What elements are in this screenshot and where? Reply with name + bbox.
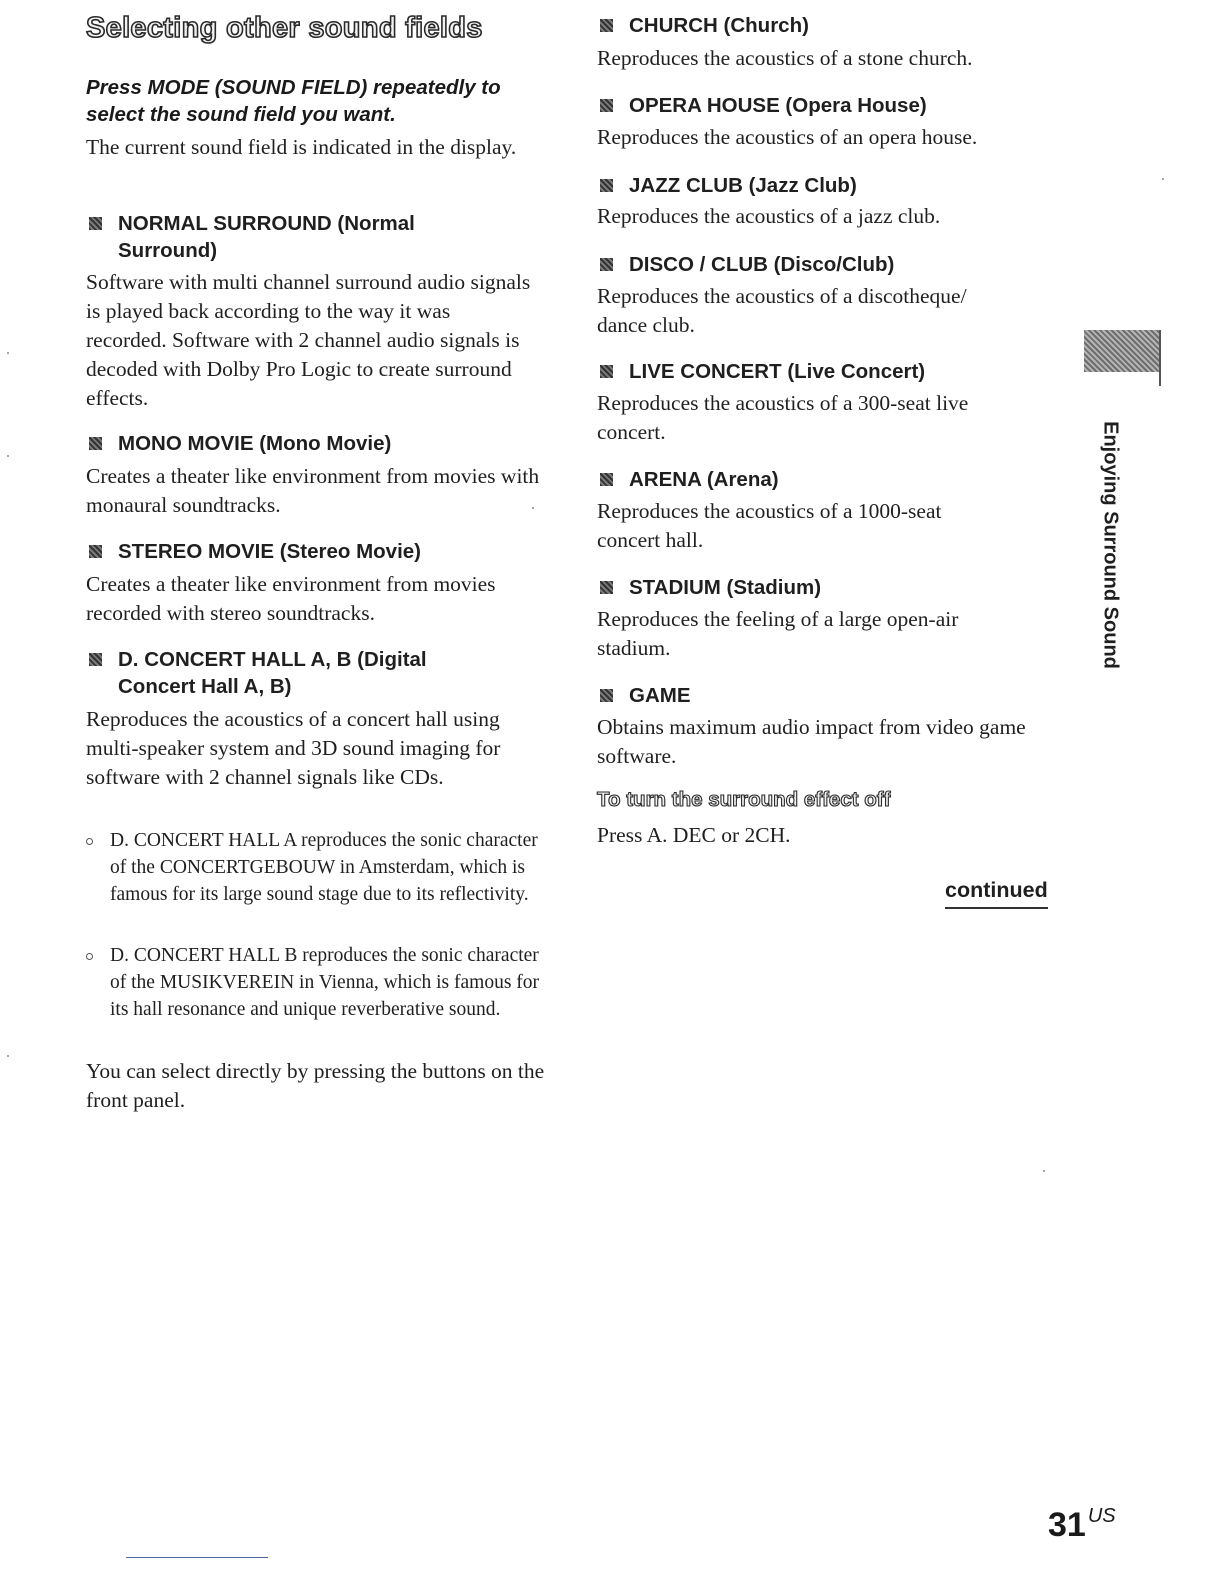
- heading-game: GAME: [597, 682, 691, 709]
- mono-movie-text: Creates a theater like environment from movies with monaural soundtracks.: [86, 464, 540, 517]
- bottom-rule: [126, 1557, 268, 1558]
- live-concert-text: Reproduces the acoustics of a 300-seat live concert.: [597, 391, 969, 444]
- scan-speck: [532, 507, 534, 509]
- arena-text: Reproduces the acoustics of a 1000-seat concert hall.: [597, 499, 942, 552]
- heading-live-concert: LIVE CONCERT (Live Concert): [597, 358, 925, 385]
- concert-hall-text: Reproduces the acoustics of a concert hall using multi-speaker system and 3D sound imaging for software with 2 channel signals like CDs.: [86, 707, 501, 789]
- stadium-text: Reproduces the feeling of a large open-air stadium.: [597, 607, 959, 660]
- scan-speck: [7, 1055, 9, 1057]
- intro-text: The current sound field is indicated in the display.: [86, 135, 517, 159]
- normal-surround-text: Software with multi channel surround audio signals is played back according to the way it was recorded. Software with 2 channel audio signals is decoded with Dolby Pro Logic to create surround effects.: [86, 270, 531, 410]
- continued-label: continued: [945, 878, 1048, 909]
- closing-text: You can select directly by pressing the buttons on the front panel.: [86, 1059, 545, 1112]
- side-section-label: Enjoying Surround Sound: [1099, 421, 1122, 669]
- circle-bullet-icon: [86, 838, 93, 845]
- heading-opera-house: OPERA HOUSE (Opera House): [597, 92, 927, 119]
- page-number: 31 $^{US}$: [1048, 1505, 1116, 1544]
- square-bullet-icon: [89, 545, 102, 558]
- square-bullet-icon: [89, 653, 102, 666]
- square-bullet-icon: [600, 179, 613, 192]
- section-tab-line: [1159, 330, 1161, 386]
- heading-church: CHURCH (Church): [597, 12, 809, 39]
- square-bullet-icon: [89, 217, 102, 230]
- heading-mono-movie: MONO MOVIE (Mono Movie): [86, 430, 391, 457]
- heading-disco-club: DISCO / CLUB (Disco/Club): [597, 251, 894, 278]
- church-text: Reproduces the acoustics of a stone church.: [597, 46, 973, 70]
- heading-stadium: STADIUM (Stadium): [597, 574, 821, 601]
- page-title: Selecting other sound fields: [86, 12, 483, 44]
- page-suffix: US: [1087, 1505, 1116, 1527]
- heading-stereo-movie: STEREO MOVIE (Stereo Movie): [86, 538, 421, 565]
- game-text: Obtains maximum audio impact from video game software.: [597, 715, 1026, 768]
- scan-speck: [1162, 178, 1164, 180]
- square-bullet-icon: [600, 19, 613, 32]
- circle-bullet-icon: [86, 953, 93, 960]
- surround-off-heading: To turn the surround effect off: [597, 788, 891, 811]
- square-bullet-icon: [600, 581, 613, 594]
- square-bullet-icon: [600, 473, 613, 486]
- square-bullet-icon: [600, 99, 613, 112]
- square-bullet-icon: [600, 258, 613, 271]
- heading-normal-surround: NORMAL SURROUND (Normal Surround): [86, 210, 415, 264]
- square-bullet-icon: [89, 437, 102, 450]
- scan-speck: [7, 455, 9, 457]
- square-bullet-icon: [600, 365, 613, 378]
- heading-arena: ARENA (Arena): [597, 466, 779, 493]
- scan-speck: [1043, 1170, 1045, 1172]
- section-tab-marker: [1084, 330, 1161, 372]
- heading-jazz-club: JAZZ CLUB (Jazz Club): [597, 172, 857, 199]
- jazz-club-text: Reproduces the acoustics of a jazz club.: [597, 204, 941, 228]
- scan-speck: [7, 352, 9, 354]
- bullet-concert-hall-a: D. CONCERT HALL A reproduces the sonic character of the CONCERTGEBOUW in Amsterdam, which is famous for its large sound stage due to its reflectivity.: [86, 827, 550, 908]
- bullet-concert-hall-b: D. CONCERT HALL B reproduces the sonic character of the MUSIKVEREIN in Vienna, which is famous for its hall resonance and unique reverberative sound.: [86, 942, 550, 1023]
- surround-off-text: Press A. DEC or 2CH.: [597, 823, 791, 847]
- stereo-movie-text: Creates a theater like environment from movies recorded with stereo soundtracks.: [86, 572, 496, 625]
- heading-concert-hall: D. CONCERT HALL A, B (Digital Concert Hall A, B): [86, 646, 427, 700]
- instruction-text: Press MODE (SOUND FIELD) repeatedly to select the sound field you want.: [86, 76, 501, 126]
- opera-house-text: Reproduces the acoustics of an opera house.: [597, 125, 978, 149]
- disco-club-text: Reproduces the acoustics of a discotheque/ dance club.: [597, 284, 967, 337]
- square-bullet-icon: [600, 689, 613, 702]
